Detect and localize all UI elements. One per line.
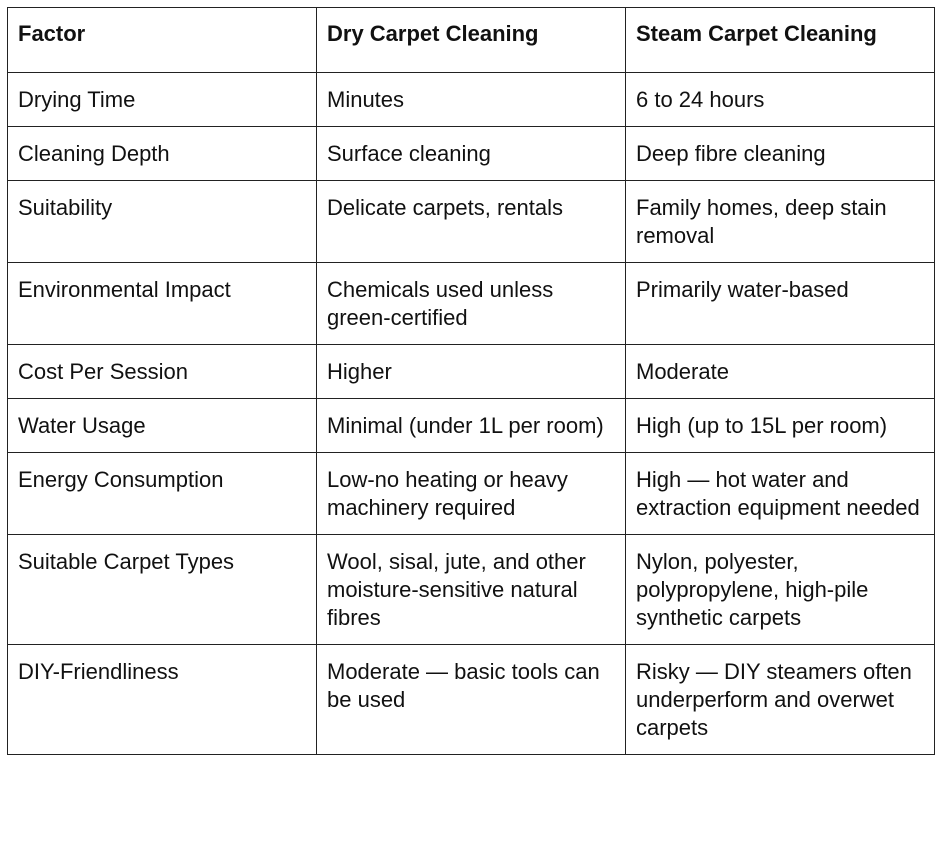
steam-cell: 6 to 24 hours <box>626 73 935 127</box>
table-row <box>8 535 935 645</box>
table-row <box>8 263 935 345</box>
steam-cell: High (up to 15L per room) <box>626 399 935 453</box>
factor-cell: Energy Consumption <box>8 453 317 535</box>
factor-cell: Suitable Carpet Types <box>8 535 317 645</box>
table-row <box>8 399 935 453</box>
dry-cell: Minimal (under 1L per room) <box>317 399 626 453</box>
dry-cell: Minutes <box>317 73 626 127</box>
header-steam-carpet-cleaning: Steam Carpet Cleaning <box>626 8 935 73</box>
dry-cell: Wool, sisal, jute, and other moisture-sensitive natural fibres <box>317 535 626 645</box>
table-row <box>8 645 935 755</box>
header-factor: Factor <box>8 8 317 73</box>
dry-cell: Delicate carpets, rentals <box>317 181 626 263</box>
table-row <box>8 127 935 181</box>
steam-cell: Risky — DIY steamers often underperform and overwet carpets <box>626 645 935 755</box>
table-row <box>8 453 935 535</box>
steam-cell: High — hot water and extraction equipment needed <box>626 453 935 535</box>
dry-cell: Higher <box>317 345 626 399</box>
factor-cell: Environmental Impact <box>8 263 317 345</box>
dry-cell: Moderate — basic tools can be used <box>317 645 626 755</box>
dry-cell: Chemicals used unless green-certified <box>317 263 626 345</box>
table-header-row <box>8 8 935 73</box>
steam-cell: Deep fibre cleaning <box>626 127 935 181</box>
table-row <box>8 345 935 399</box>
factor-cell: Cleaning Depth <box>8 127 317 181</box>
comparison-table-container <box>7 7 935 755</box>
comparison-table <box>7 7 935 755</box>
steam-cell: Nylon, polyester, polypropylene, high-pile synthetic carpets <box>626 535 935 645</box>
factor-cell: Suitability <box>8 181 317 263</box>
dry-cell: Low-no heating or heavy machinery required <box>317 453 626 535</box>
factor-cell: Drying Time <box>8 73 317 127</box>
table-row <box>8 73 935 127</box>
factor-cell: Cost Per Session <box>8 345 317 399</box>
factor-cell: DIY-Friendliness <box>8 645 317 755</box>
dry-cell: Surface cleaning <box>317 127 626 181</box>
steam-cell: Moderate <box>626 345 935 399</box>
table-row <box>8 181 935 263</box>
steam-cell: Primarily water-based <box>626 263 935 345</box>
factor-cell: Water Usage <box>8 399 317 453</box>
header-dry-carpet-cleaning: Dry Carpet Cleaning <box>317 8 626 73</box>
steam-cell: Family homes, deep stain removal <box>626 181 935 263</box>
